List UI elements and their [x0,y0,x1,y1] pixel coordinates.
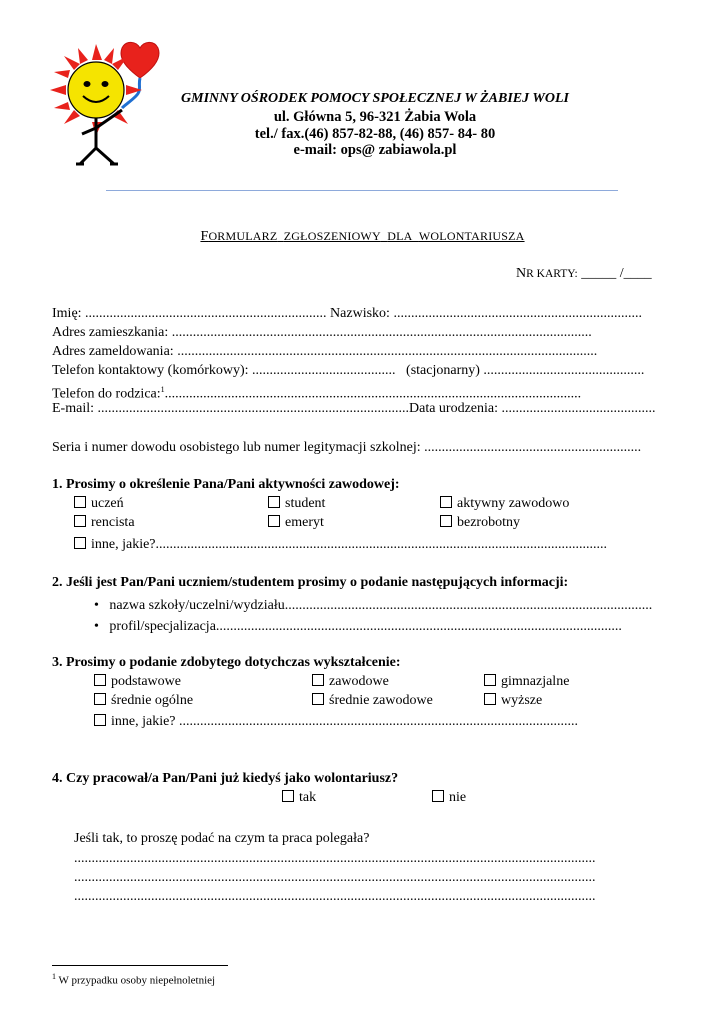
org-address: ul. Główna 5, 96-321 Żabia Wola [273,109,477,125]
q3-option-higher[interactable]: wyższe [484,693,542,709]
q3-option-primary[interactable]: podstawowe [94,674,181,690]
q2-title: 2. Jeśli jest Pan/Pani uczniem/studentem prosimy o podanie następujących informacji: [52,575,569,590]
q4-option-no[interactable]: nie [432,790,466,806]
q3-option-lower-secondary[interactable]: gimnazjalne [484,674,569,690]
checkbox-icon[interactable] [484,674,496,686]
phone-row[interactable]: Telefon kontaktowy (komórkowy): ......................................... (stacjonarny) .............................................. [52,363,645,378]
org-email: e-mail: ops@ zabiawola.pl [293,142,457,158]
checkbox-icon[interactable] [268,496,280,508]
residence-address-field[interactable]: Adres zamieszkania: ........................................................................................................................ [52,325,592,340]
first-last-name-row[interactable]: Imię: ..................................................................... Nazwisko: ....................................................................... [52,306,642,321]
footnote: $^1$ W przypadku osoby niepełnoletniej [52,972,216,987]
checkbox-icon[interactable] [440,515,452,527]
q4-option-yes[interactable]: tak [282,790,316,806]
org-name: GMINNY OŚRODEK POMOCY SPOŁECZNEJ W ŻABIEJ WOLI [181,91,569,106]
q1-option-student-pupil[interactable]: uczeń [74,496,124,512]
first-name-label: Imię: [52,306,82,321]
last-name-label: Nazwisko: [330,306,390,321]
q4-followup-label: Jeśli tak, to proszę podać na czym ta praca polegała? [74,831,370,846]
checkbox-icon[interactable] [74,515,86,527]
checkbox-icon[interactable] [432,790,444,802]
q3-option-general-secondary[interactable]: średnie ogólne [94,693,193,709]
q4-answer-line-1[interactable]: ..................................................................................................................................................... [74,851,596,866]
checkbox-icon[interactable] [268,515,280,527]
email-birthdate-row[interactable]: E-mail: .........................................................................................Data urodzenia: ............................................ [52,401,656,416]
heart-icon [121,42,159,78]
org-phone: tel./ fax.(46) 857-82-88, (46) 857- 84- 80 [254,126,496,142]
q3-option-other[interactable]: inne, jakie? .................................................................................................................. [94,712,668,731]
q2-school-field[interactable]: • nazwa szkoły/uczelni/wydziału......................................................................................................... [94,598,653,613]
id-number-field[interactable]: Seria i numer dowodu osobistego lub numer legitymacji szkolnej: .............................................................. [52,440,642,455]
q3-option-vocational-secondary[interactable]: średnie zawodowe [312,693,433,709]
checkbox-icon[interactable] [74,537,86,549]
q1-option-retired[interactable]: emeryt [268,515,324,531]
registered-address-field[interactable]: Adres zameldowania: ........................................................................................................................ [52,344,598,359]
q1-option-unemployed[interactable]: bezrobotny [440,515,520,531]
card-number[interactable]: NR KARTY: _____ /____ [516,266,652,281]
q4-title: 4. Czy pracował/a Pan/Pani już kiedyś jako wolontariusz? [52,771,399,786]
parent-phone-field[interactable]: Telefon do rodzica:$^1$....................................................................................................................... [52,385,582,402]
form-title: FORMULARZ ZGŁOSZENIOWY DLA WOLONTARIUSZA [200,229,525,244]
q4-answer-line-2[interactable]: ..................................................................................................................................................... [74,870,596,885]
logo-sun-figure-icon [46,38,164,170]
q1-option-employed[interactable]: aktywny zawodowo [440,496,569,512]
checkbox-icon[interactable] [282,790,294,802]
q1-option-student[interactable]: student [268,496,325,512]
checkbox-icon[interactable] [94,693,106,705]
bullet-icon: • [94,619,99,634]
q3-title: 3. Prosimy o podanie zdobytego dotychczas wykształcenie: [52,655,401,670]
checkbox-icon[interactable] [440,496,452,508]
q4-answer-line-3[interactable]: ..................................................................................................................................................... [74,889,596,904]
checkbox-icon[interactable] [484,693,496,705]
q1-title: 1. Prosimy o określenie Pana/Pani aktywności zawodowej: [52,477,400,492]
bullet-icon: • [94,598,99,613]
q3-option-vocational[interactable]: zawodowe [312,674,389,690]
q1-option-pensioner[interactable]: rencista [74,515,135,531]
footnote-divider [52,965,228,966]
q2-profile-field[interactable]: • profil/specjalizacja.................................................................................................................... [94,619,622,634]
checkbox-icon[interactable] [94,714,106,726]
checkbox-icon[interactable] [74,496,86,508]
checkbox-icon[interactable] [312,693,324,705]
checkbox-icon[interactable] [94,674,106,686]
header-divider [106,190,618,191]
checkbox-icon[interactable] [312,674,324,686]
q1-option-other[interactable]: inne, jakie?................................................................................................................................. [74,535,672,554]
